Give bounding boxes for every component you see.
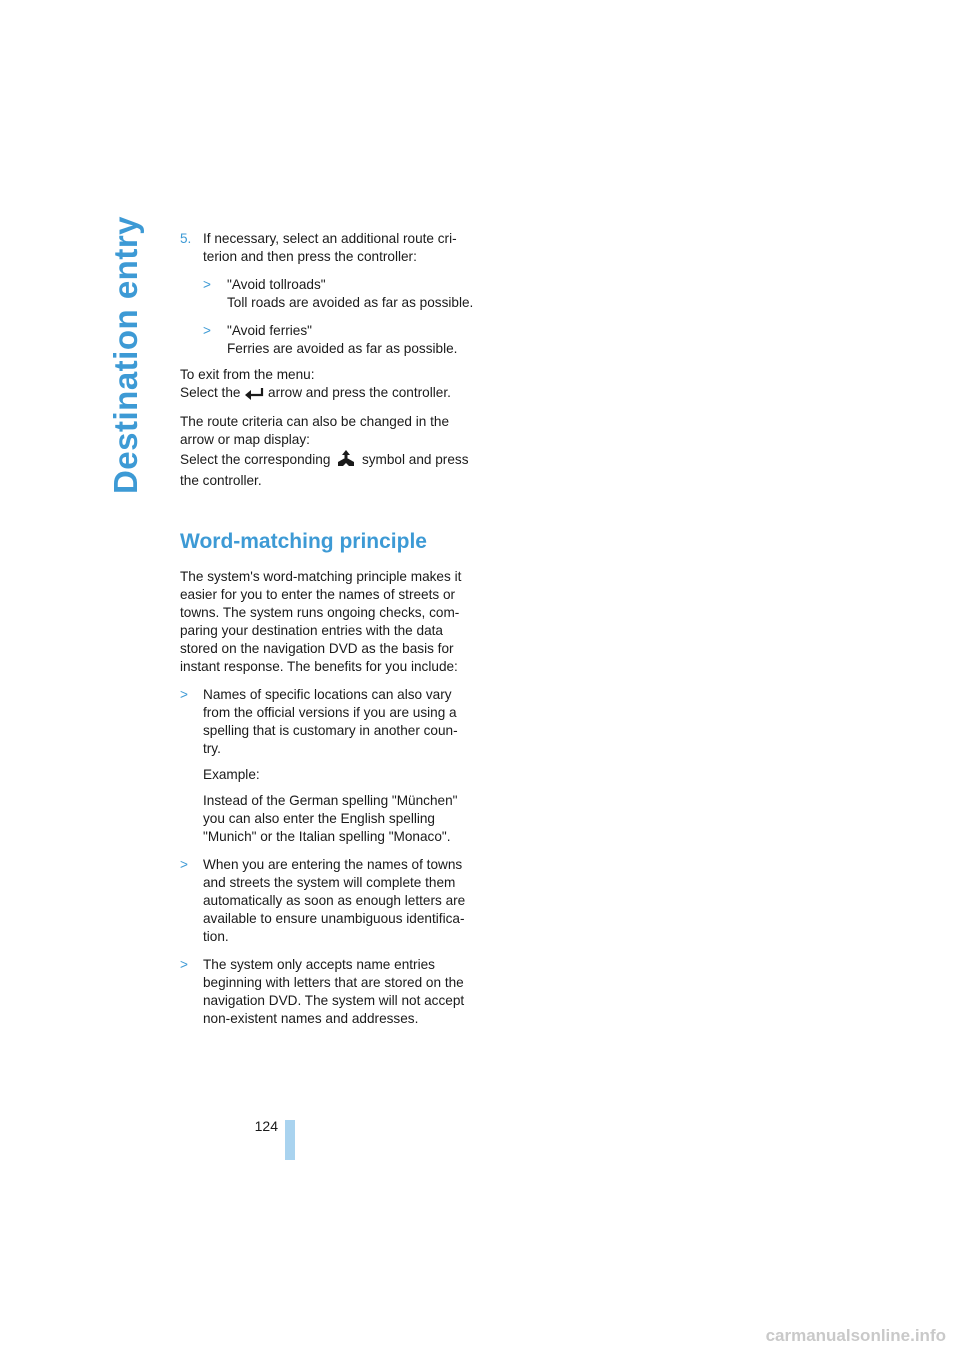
step-text-line: If necessary, select an additional route cri- (203, 231, 457, 246)
route-symbol-icon (334, 449, 358, 472)
page-number: 124 (254, 1118, 278, 1134)
section-title-text: Destination entry (107, 215, 145, 495)
example-label: Example: (203, 767, 260, 782)
bullet-marker: > (203, 277, 211, 292)
content-column (180, 230, 475, 1028)
list-item: > When you are entering the names of towns and streets the system will complete them automatically as soon as enough letters are available to ensure unambiguous identifica- tion. (180, 857, 466, 944)
bullet-marker: > (180, 957, 188, 972)
option-description: Toll roads are avoided as far as possible. (227, 295, 474, 310)
bullet-marker: > (180, 687, 188, 702)
step-text (203, 230, 475, 266)
watermark: carmanualsonline.info (765, 1326, 946, 1345)
intro-paragraph: The system's word-matching principle makes it easier for you to enter the names of streets or towns. The system runs ongoing checks, com- paring your destination entries with the data stored on the navigation DVD as the basis for instant response. The benefits for you include: (180, 569, 462, 674)
list-item: > Names of specific locations can also vary from the official versions if you are using a spelling that is customary in another coun- try. Example: Instead of the German spelling "München" you can also enter the English spelling "Munich" or the Italian spelling "Monaco". (180, 686, 475, 846)
example-text: Instead of the German spelling "München" you can also enter the English spelling "Munich" or the Italian spelling "Monaco". (203, 793, 458, 844)
option-avoid-tollroads (203, 276, 475, 312)
criteria-paragraph: The route criteria can also be changed in the arrow or map display: Select the corresponding symbol and press the controller. (180, 414, 469, 488)
bullet-marker: > (180, 857, 188, 872)
exit-line: To exit from the menu: (180, 367, 315, 382)
step-number: 5. (180, 231, 192, 246)
option-label: "Avoid tollroads" (227, 277, 326, 292)
option-avoid-ferries (203, 322, 475, 358)
back-arrow-icon (244, 386, 264, 405)
option-description: Ferries are avoided as far as possible. (227, 341, 458, 356)
exit-paragraph (180, 366, 475, 405)
section-heading: Word-matching principle (180, 530, 427, 553)
step-text-line: terion and then press the controller: (203, 249, 417, 264)
list-item: > The system only accepts name entries beginning with letters that are stored on the navigation DVD. The system will not accept non-existent names and addresses. (180, 957, 465, 1026)
exit-line: Select the arrow and press the controller. (180, 384, 475, 405)
option-label: "Avoid ferries" (227, 323, 312, 338)
page-marker-bar (285, 1120, 295, 1160)
step-5 (180, 230, 475, 266)
section-title (104, 215, 148, 495)
bullet-marker: > (203, 323, 211, 338)
